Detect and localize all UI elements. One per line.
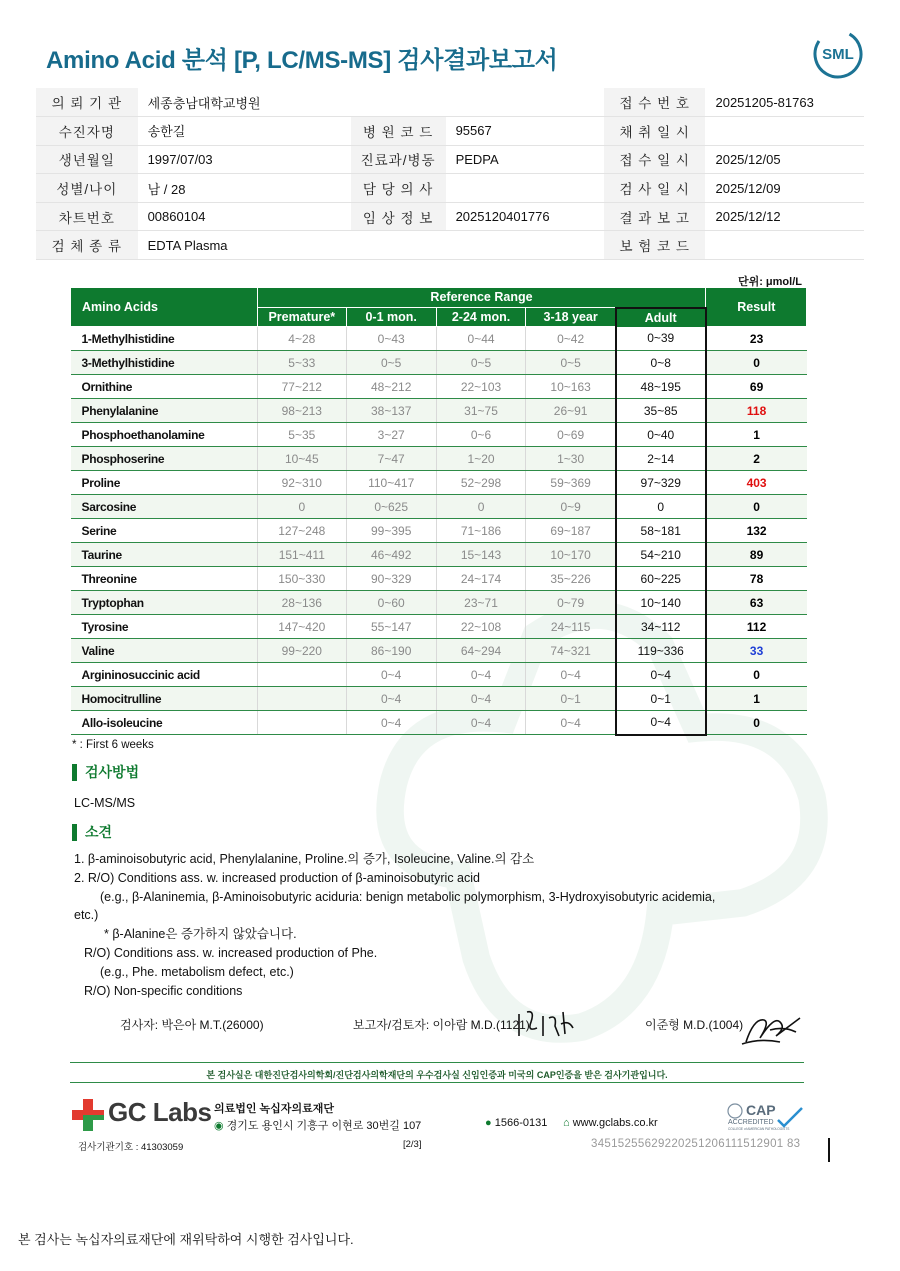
result-value: 33	[706, 639, 807, 663]
reference-range-m224: 1~20	[436, 447, 526, 471]
result-value: 63	[706, 591, 807, 615]
amino-acid-name: Taurine	[71, 543, 258, 567]
doctor-signature: 이준형 M.D.(1004)	[645, 1018, 744, 1032]
reference-range-m224: 0~4	[436, 711, 526, 735]
result-value: 0	[706, 495, 807, 519]
header-adult: Adult	[616, 308, 706, 327]
amino-acid-name: Homocitrulline	[71, 687, 258, 711]
amino-acid-name: Tryptophan	[71, 591, 258, 615]
info-value: 2025/12/05	[705, 145, 864, 174]
patient-info-row	[36, 145, 864, 174]
reference-range-m224: 22~103	[436, 375, 526, 399]
result-value: 78	[706, 567, 807, 591]
result-value: 89	[706, 543, 807, 567]
reference-range-y318: 0~5	[526, 351, 616, 375]
footer-divider-bottom	[70, 1082, 804, 1083]
info-value	[446, 88, 604, 117]
findings-line: 1. β-aminoisobutyric acid, Phenylalanine, Proline.의 증가, Isoleucine, Valine.의 감소	[74, 852, 535, 866]
result-value: 2	[706, 447, 807, 471]
unit-label: 단위: μmol/L	[737, 276, 802, 288]
reference-range-m224: 0	[436, 495, 526, 519]
info-label: 채 취 일 시	[604, 117, 706, 146]
amino-acid-name: 3-Methylhistidine	[71, 351, 258, 375]
reference-range-y318: 10~163	[526, 375, 616, 399]
institution-code: 검사기관기호 : 41303059	[78, 1142, 184, 1153]
phone-number: 1566-0131	[494, 1117, 548, 1129]
patient-info-row	[36, 117, 864, 146]
tester-signature: 검사자: 박은아 M.T.(26000)	[120, 1018, 264, 1032]
reference-range-m224: 22~108	[436, 615, 526, 639]
info-label: 보 험 코 드	[604, 231, 706, 260]
info-value: 2025120401776	[446, 202, 604, 231]
amino-acid-name: Phenylalanine	[71, 399, 258, 423]
page-indicator: [2/3]	[403, 1139, 422, 1150]
reference-range-m224: 0~5	[436, 351, 526, 375]
reference-range-premature: 150~330	[257, 567, 346, 591]
reference-range-y318: 74~321	[526, 639, 616, 663]
result-value: 1	[706, 423, 807, 447]
reference-range-premature: 151~411	[257, 543, 346, 567]
reference-range-y318: 24~115	[526, 615, 616, 639]
info-label: 접 수 번 호	[604, 88, 706, 117]
amino-acid-name: Phosphoserine	[71, 447, 258, 471]
reference-range-adult: 0~4	[616, 663, 706, 687]
organization-address	[214, 1117, 421, 1133]
reference-range-premature: 77~212	[257, 375, 346, 399]
table-row	[71, 423, 807, 447]
table-row	[71, 495, 807, 519]
table-row	[71, 471, 807, 495]
reference-range-premature: 5~35	[257, 423, 346, 447]
gc-labs-brand: GC Labs	[108, 1097, 212, 1127]
header-3-18-year: 3-18 year	[526, 308, 616, 327]
findings-line: (e.g., β-Alaninemia, β-Aminoisobutyric aciduria: benign metabolic polymorphism, 3-Hydroxyisobutyric acidemia,	[100, 889, 716, 904]
address-text: 경기도 용인시 기흥구 이현로 30번길 107	[226, 1120, 422, 1132]
reference-range-m01: 0~625	[346, 495, 436, 519]
reference-range-premature: 5~33	[257, 351, 346, 375]
reference-range-y318: 0~9	[526, 495, 616, 519]
table-row	[71, 399, 807, 423]
reference-range-m01: 55~147	[346, 615, 436, 639]
amino-acid-name: Threonine	[71, 567, 258, 591]
certification-notice: 본 검사실은 대한진단검사의학회/진단검사의학재단의 우수검사실 신임인증과 미국의 CAP인증을 받은 검사기관입니다.	[206, 1070, 668, 1080]
organization-name: 의료법인 녹십자의료재단	[214, 1103, 334, 1115]
reference-range-premature: 10~45	[257, 447, 346, 471]
reference-range-adult: 60~225	[616, 567, 706, 591]
amino-acid-name: Phosphoethanolamine	[71, 423, 258, 447]
reference-range-y318: 1~30	[526, 447, 616, 471]
cap-accredited-logo-icon	[726, 1100, 806, 1132]
info-value: 00860104	[138, 202, 351, 231]
reference-range-m224: 64~294	[436, 639, 526, 663]
reference-range-premature: 28~136	[257, 591, 346, 615]
header-2-24-mon: 2-24 mon.	[436, 308, 526, 327]
table-row	[71, 351, 807, 375]
reference-range-premature: 147~420	[257, 615, 346, 639]
reference-range-adult: 10~140	[616, 591, 706, 615]
reference-range-y318: 0~1	[526, 687, 616, 711]
cap-logo-subtitle: ACCREDITED	[728, 1119, 774, 1126]
reference-range-adult: 0~40	[616, 423, 706, 447]
reference-range-adult: 35~85	[616, 399, 706, 423]
table-row	[71, 639, 807, 663]
website-link[interactable]: www.gclabs.co.kr	[572, 1117, 658, 1129]
info-value	[446, 174, 604, 203]
reference-range-m224: 31~75	[436, 399, 526, 423]
patient-info-row	[36, 174, 864, 203]
reference-range-y318: 59~369	[526, 471, 616, 495]
reference-range-premature: 0	[257, 495, 346, 519]
reference-range-adult: 48~195	[616, 375, 706, 399]
reference-range-adult: 119~336	[616, 639, 706, 663]
info-value: 2025/12/12	[705, 202, 864, 231]
reference-range-adult: 0~1	[616, 687, 706, 711]
footer-divider-top	[70, 1062, 804, 1063]
result-value: 1	[706, 687, 807, 711]
phone-contact	[485, 1117, 547, 1129]
reference-range-m01: 46~492	[346, 543, 436, 567]
result-value: 118	[706, 399, 807, 423]
reference-range-premature: 99~220	[257, 639, 346, 663]
reference-range-m01: 0~5	[346, 351, 436, 375]
reference-range-m224: 52~298	[436, 471, 526, 495]
table-row	[71, 711, 807, 735]
amino-acid-name: Allo-isoleucine	[71, 711, 258, 735]
patient-info-table	[36, 88, 864, 260]
patient-info-row	[36, 231, 864, 260]
info-value	[705, 231, 864, 260]
info-label: 의 뢰 기 관	[36, 88, 138, 117]
table-row	[71, 543, 807, 567]
info-value	[446, 231, 604, 260]
info-value: 2025/12/09	[705, 174, 864, 203]
info-value: 95567	[446, 117, 604, 146]
amino-acid-name: Sarcosine	[71, 495, 258, 519]
info-label	[351, 88, 446, 117]
info-label: 수진자명	[36, 117, 138, 146]
reference-range-m224: 0~44	[436, 327, 526, 351]
reference-range-m01: 0~4	[346, 711, 436, 735]
report-title: Amino Acid 분석 [P, LC/MS-MS] 검사결과보고서	[46, 47, 558, 74]
header-amino-acids: Amino Acids	[71, 288, 258, 327]
reference-range-m01: 110~417	[346, 471, 436, 495]
amino-acid-name: Serine	[71, 519, 258, 543]
info-value: 1997/07/03	[138, 145, 351, 174]
result-value: 0	[706, 711, 807, 735]
reference-range-premature	[257, 687, 346, 711]
reference-range-m224: 0~4	[436, 687, 526, 711]
info-value: 남 / 28	[138, 174, 351, 203]
reference-range-y318: 0~42	[526, 327, 616, 351]
table-row	[71, 615, 807, 639]
reference-range-adult: 0~4	[616, 711, 706, 735]
table-row	[71, 591, 807, 615]
gc-cross-logo-icon	[70, 1097, 106, 1133]
reference-range-m224: 71~186	[436, 519, 526, 543]
amino-acid-name: 1-Methylhistidine	[71, 327, 258, 351]
reference-range-m224: 0~4	[436, 663, 526, 687]
reference-range-m01: 3~27	[346, 423, 436, 447]
footnote: * : First 6 weeks	[72, 739, 154, 751]
reference-range-adult: 0~39	[616, 327, 706, 351]
reference-range-y318: 10~170	[526, 543, 616, 567]
reference-range-m224: 24~174	[436, 567, 526, 591]
table-row	[71, 663, 807, 687]
info-value: 세종충남대학교병원	[138, 88, 351, 117]
reference-range-adult: 0~8	[616, 351, 706, 375]
reference-range-m01: 86~190	[346, 639, 436, 663]
result-value: 0	[706, 663, 807, 687]
result-value: 403	[706, 471, 807, 495]
cap-logo-small: COLLEGE of AMERICAN PATHOLOGISTS	[728, 1127, 790, 1131]
info-label: 병 원 코 드	[351, 117, 446, 146]
info-label: 결 과 보 고	[604, 202, 706, 231]
table-row	[71, 519, 807, 543]
reference-range-m01: 0~43	[346, 327, 436, 351]
findings-line: etc.)	[74, 908, 99, 923]
reference-range-m01: 7~47	[346, 447, 436, 471]
info-value: PEDPA	[446, 145, 604, 174]
header-0-1-mon: 0-1 mon.	[346, 308, 436, 327]
result-value: 112	[706, 615, 807, 639]
info-label: 진료과/병동	[351, 145, 446, 174]
info-value: 송한길	[138, 117, 351, 146]
patient-info-row	[36, 88, 864, 117]
table-row	[71, 687, 807, 711]
amino-acid-name: Argininosuccinic acid	[71, 663, 258, 687]
reference-range-m01: 0~60	[346, 591, 436, 615]
reference-range-premature: 98~213	[257, 399, 346, 423]
amino-acid-name: Tyrosine	[71, 615, 258, 639]
reference-range-y318: 0~4	[526, 711, 616, 735]
info-label: 임 상 정 보	[351, 202, 446, 231]
table-row	[71, 567, 807, 591]
reference-range-y318: 69~187	[526, 519, 616, 543]
reference-range-m224: 15~143	[436, 543, 526, 567]
findings-line: R/O) Non-specific conditions	[84, 983, 243, 998]
findings-line: * β-Alanine은 증가하지 않았습니다.	[104, 927, 297, 942]
reference-range-m01: 99~395	[346, 519, 436, 543]
header-reference-range: Reference Range	[257, 288, 705, 308]
reference-range-y318: 0~4	[526, 663, 616, 687]
info-label: 접 수 일 시	[604, 145, 706, 174]
reference-range-m01: 0~4	[346, 687, 436, 711]
findings-line: R/O) Conditions ass. w. increased production of Phe.	[84, 945, 378, 960]
reference-range-adult: 54~210	[616, 543, 706, 567]
result-value: 0	[706, 351, 807, 375]
info-label: 성별/나이	[36, 174, 138, 203]
reference-range-m01: 48~212	[346, 375, 436, 399]
reference-range-m224: 0~6	[436, 423, 526, 447]
method-section-title: 검사방법	[72, 764, 139, 781]
info-value: 20251205-81763	[705, 88, 864, 117]
info-value: EDTA Plasma	[138, 231, 351, 260]
reference-range-premature	[257, 711, 346, 735]
result-value: 132	[706, 519, 807, 543]
header-result: Result	[706, 288, 807, 327]
method-text: LC-MS/MS	[74, 796, 136, 810]
amino-acid-name: Proline	[71, 471, 258, 495]
reference-range-m01: 0~4	[346, 663, 436, 687]
barcode-number: 34515255629220251206111512901 83	[591, 1138, 801, 1150]
reference-range-premature: 92~310	[257, 471, 346, 495]
amino-acid-name: Valine	[71, 639, 258, 663]
info-label: 생년월일	[36, 145, 138, 174]
info-label: 검 체 종 류	[36, 231, 138, 260]
reference-range-m01: 90~329	[346, 567, 436, 591]
info-label: 차트번호	[36, 202, 138, 231]
reference-range-adult: 0	[616, 495, 706, 519]
reference-range-y318: 0~69	[526, 423, 616, 447]
info-label: 담 당 의 사	[351, 174, 446, 203]
reporter-signature: 보고자/검토자: 이아람 M.D.(1121)	[353, 1018, 530, 1032]
reference-range-adult: 2~14	[616, 447, 706, 471]
patient-info-row	[36, 202, 864, 231]
phone-icon: ●	[485, 1117, 492, 1129]
amino-acid-name: Ornithine	[71, 375, 258, 399]
findings-section-title: 소견	[72, 824, 112, 841]
table-row	[71, 327, 807, 351]
reference-range-m224: 23~71	[436, 591, 526, 615]
outsourcing-note: 본 검사는 녹십자의료재단에 재위탁하여 시행한 검사입니다.	[18, 1232, 354, 1247]
table-row	[71, 447, 807, 471]
edge-mark	[828, 1138, 830, 1162]
doctor-handwritten-signature-icon	[740, 1008, 804, 1048]
location-pin-icon: ◉	[214, 1120, 224, 1132]
findings-line: 2. R/O) Conditions ass. w. increased production of β-aminoisobutyric acid	[74, 870, 480, 885]
result-value: 69	[706, 375, 807, 399]
amino-acid-table	[70, 287, 807, 736]
reference-range-m01: 38~137	[346, 399, 436, 423]
findings-text	[74, 850, 794, 1000]
reference-range-adult: 34~112	[616, 615, 706, 639]
reference-range-adult: 97~329	[616, 471, 706, 495]
reference-range-premature	[257, 663, 346, 687]
table-row	[71, 375, 807, 399]
website-contact	[563, 1117, 658, 1129]
reference-range-y318: 0~79	[526, 591, 616, 615]
info-label	[351, 231, 446, 260]
result-value: 23	[706, 327, 807, 351]
sml-logo-icon	[812, 28, 864, 80]
reporter-handwritten-signature-icon	[515, 1006, 577, 1040]
home-icon: ⌂	[563, 1117, 570, 1129]
reference-range-premature: 127~248	[257, 519, 346, 543]
sml-logo-text: SML	[822, 46, 854, 63]
reference-range-y318: 26~91	[526, 399, 616, 423]
reference-range-y318: 35~226	[526, 567, 616, 591]
reference-range-premature: 4~28	[257, 327, 346, 351]
cap-logo-title: CAP	[746, 1102, 776, 1118]
info-value	[705, 117, 864, 146]
reference-range-adult: 58~181	[616, 519, 706, 543]
info-label: 검 사 일 시	[604, 174, 706, 203]
header-premature: Premature*	[257, 308, 346, 327]
findings-line: (e.g., Phe. metabolism defect, etc.)	[100, 964, 294, 979]
